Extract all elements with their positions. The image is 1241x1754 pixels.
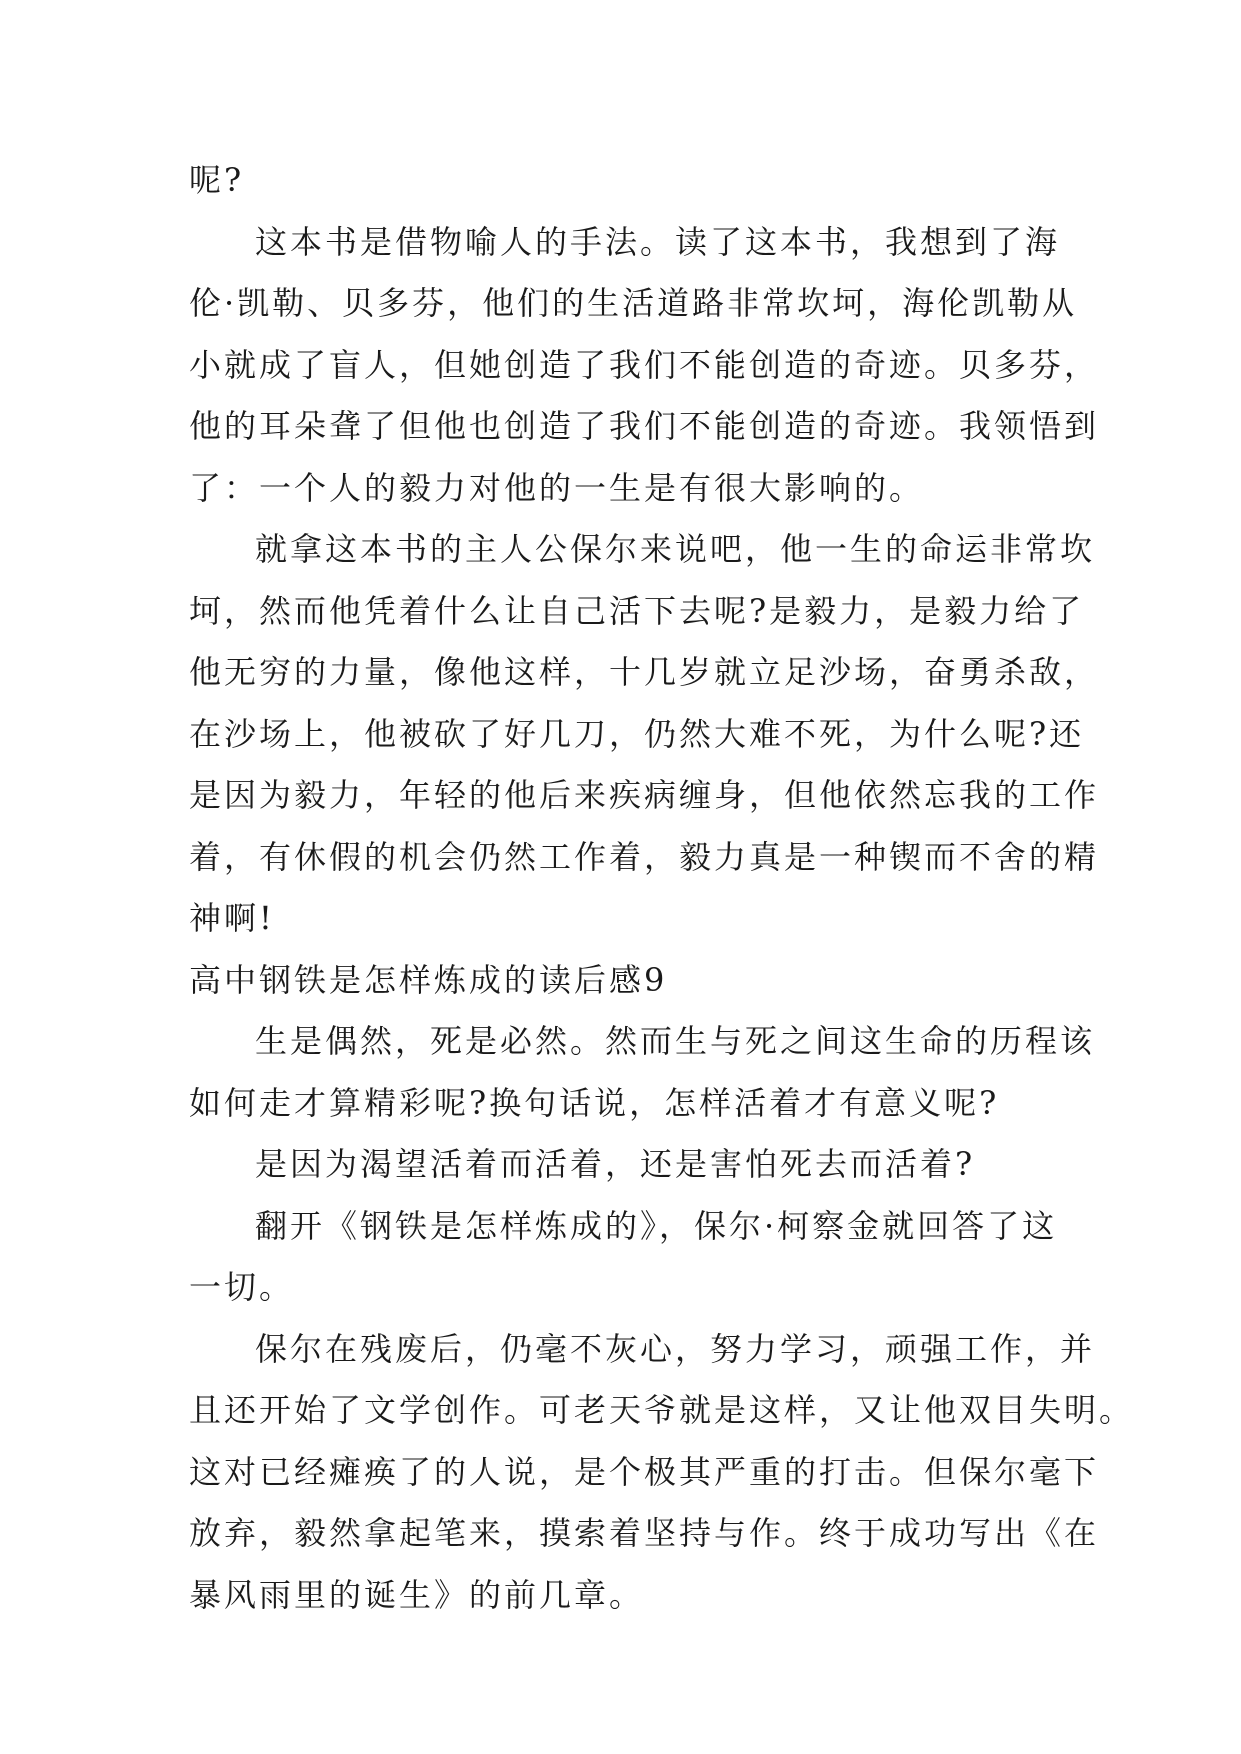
text-line: 生是偶然，死是必然。然而生与死之间这生命的历程该 — [255, 1022, 1096, 1060]
text-line: 他无穷的力量，像他这样，十几岁就立足沙场，奋勇杀敌， — [189, 653, 1100, 691]
text-line: 呢? — [189, 161, 245, 199]
text-line: 小就成了盲人，但她创造了我们不能创造的奇迹。贝多芬， — [189, 345, 1100, 384]
text-line: 坷，然而他凭着什么让自己活下去呢?是毅力，是毅力给了 — [189, 591, 1085, 630]
text-line: 在沙场上，他被砍了好几刀，仍然大难不死，为什么呢?还 — [189, 714, 1085, 753]
text-line: 他的耳朵聋了但他也创造了我们不能创造的奇迹。我领悟到 — [189, 407, 1100, 445]
text-line: 是因为毅力，年轻的他后来疾病缠身，但他依然忘我的工作 — [189, 776, 1100, 814]
text-line: 保尔在残废后，仍毫不灰心，努力学习，顽强工作，并 — [255, 1329, 1096, 1368]
text-line: 这对已经瘫痪了的人说，是个极其严重的打击。但保尔毫下 — [189, 1452, 1100, 1491]
text-line: 是因为渴望活着而活着，还是害怕死去而活着? — [255, 1145, 976, 1183]
text-line: 一切。 — [189, 1268, 295, 1306]
text-line: 了：一个人的毅力对他的一生是有很大影响的。 — [189, 468, 925, 507]
text-line: 着，有休假的机会仍然工作着，毅力真是一种锲而不舍的精 — [189, 837, 1100, 876]
section-heading: 高中钢铁是怎样炼成的读后感9 — [189, 960, 668, 999]
text-line: 神啊! — [189, 899, 275, 937]
text-line: 如何走才算精彩呢?换句话说，怎样活着才有意义呢? — [189, 1083, 1000, 1122]
text-line: 放弃，毅然拿起笔来，摸索着坚持与作。终于成功写出《在 — [189, 1514, 1100, 1552]
text-line: 暴风雨里的诞生》的前几章。 — [189, 1575, 645, 1614]
text-line: 翻开《钢铁是怎样炼成的》，保尔·柯察金就回答了这 — [255, 1206, 1058, 1245]
text-line: 就拿这本书的主人公保尔来说吧，他一生的命运非常坎 — [255, 530, 1096, 568]
text-line: 伦·凯勒、贝多芬，他们的生活道路非常坎坷，海伦凯勒从 — [189, 284, 1078, 322]
text-line: 这本书是借物喻人的手法。读了这本书，我想到了海 — [255, 222, 1061, 261]
document-body — [189, 150, 1135, 1626]
text-line: 且还开始了文学创作。可老天爷就是这样，又让他双目失明。 — [189, 1391, 1135, 1429]
